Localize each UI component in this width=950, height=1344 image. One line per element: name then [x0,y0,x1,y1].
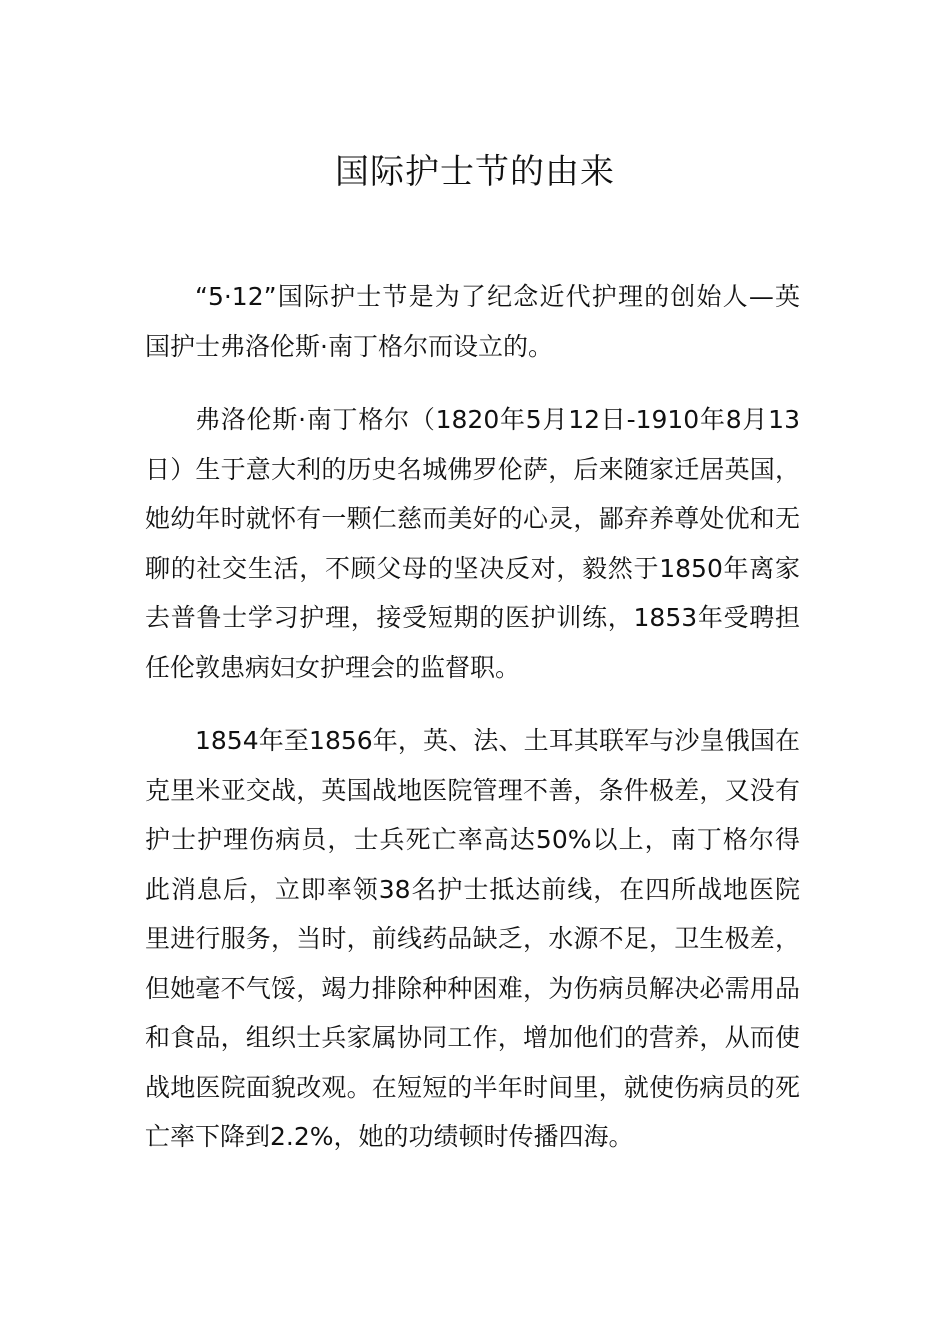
paragraph-intro: “5·12”国际护士节是为了纪念近代护理的创始人—英国护士弗洛伦斯·南丁格尔而设立的。 [145,282,800,361]
paragraph-biography: 弗洛伦斯·南丁格尔（1820年5月12日-1910年8月13日）生于意大利的历史名城佛罗伦萨，后来随家迁居英国，她幼年时就怀有一颗仁慈而美好的心灵，鄙弃养尊处优和无聊的社交生活，不顾父母的坚决反对，毅然于1850年离家去普鲁士学习护理，接受短期的医护训练，1853年受聘担任伦敦患病妇女护理会的监督职。 [145,405,800,682]
paragraph-crimean-war: 1854年至1856年，英、法、土耳其联军与沙皇俄国在克里米亚交战，英国战地医院管理不善，条件极差，又没有护士护理伤病员，士兵死亡率高达50%以上，南丁格尔得此消息后，立即率领38名护士抵达前线，在四所战地医院里进行服务，当时，前线药品缺乏，水源不足，卫生极差，但她毫不气馁，竭力排除种种困难，为伤病员解决必需用品和食品，组织士兵家属协同工作，增加他们的营养，从而使战地医院面貌改观。在短短的半年时间里，就使伤病员的死亡率下降到2.2%，她的功绩顿时传播四海。 [145,726,800,1151]
document-title: 国际护士节的由来 [335,152,615,192]
document-body [145,272,800,1186]
